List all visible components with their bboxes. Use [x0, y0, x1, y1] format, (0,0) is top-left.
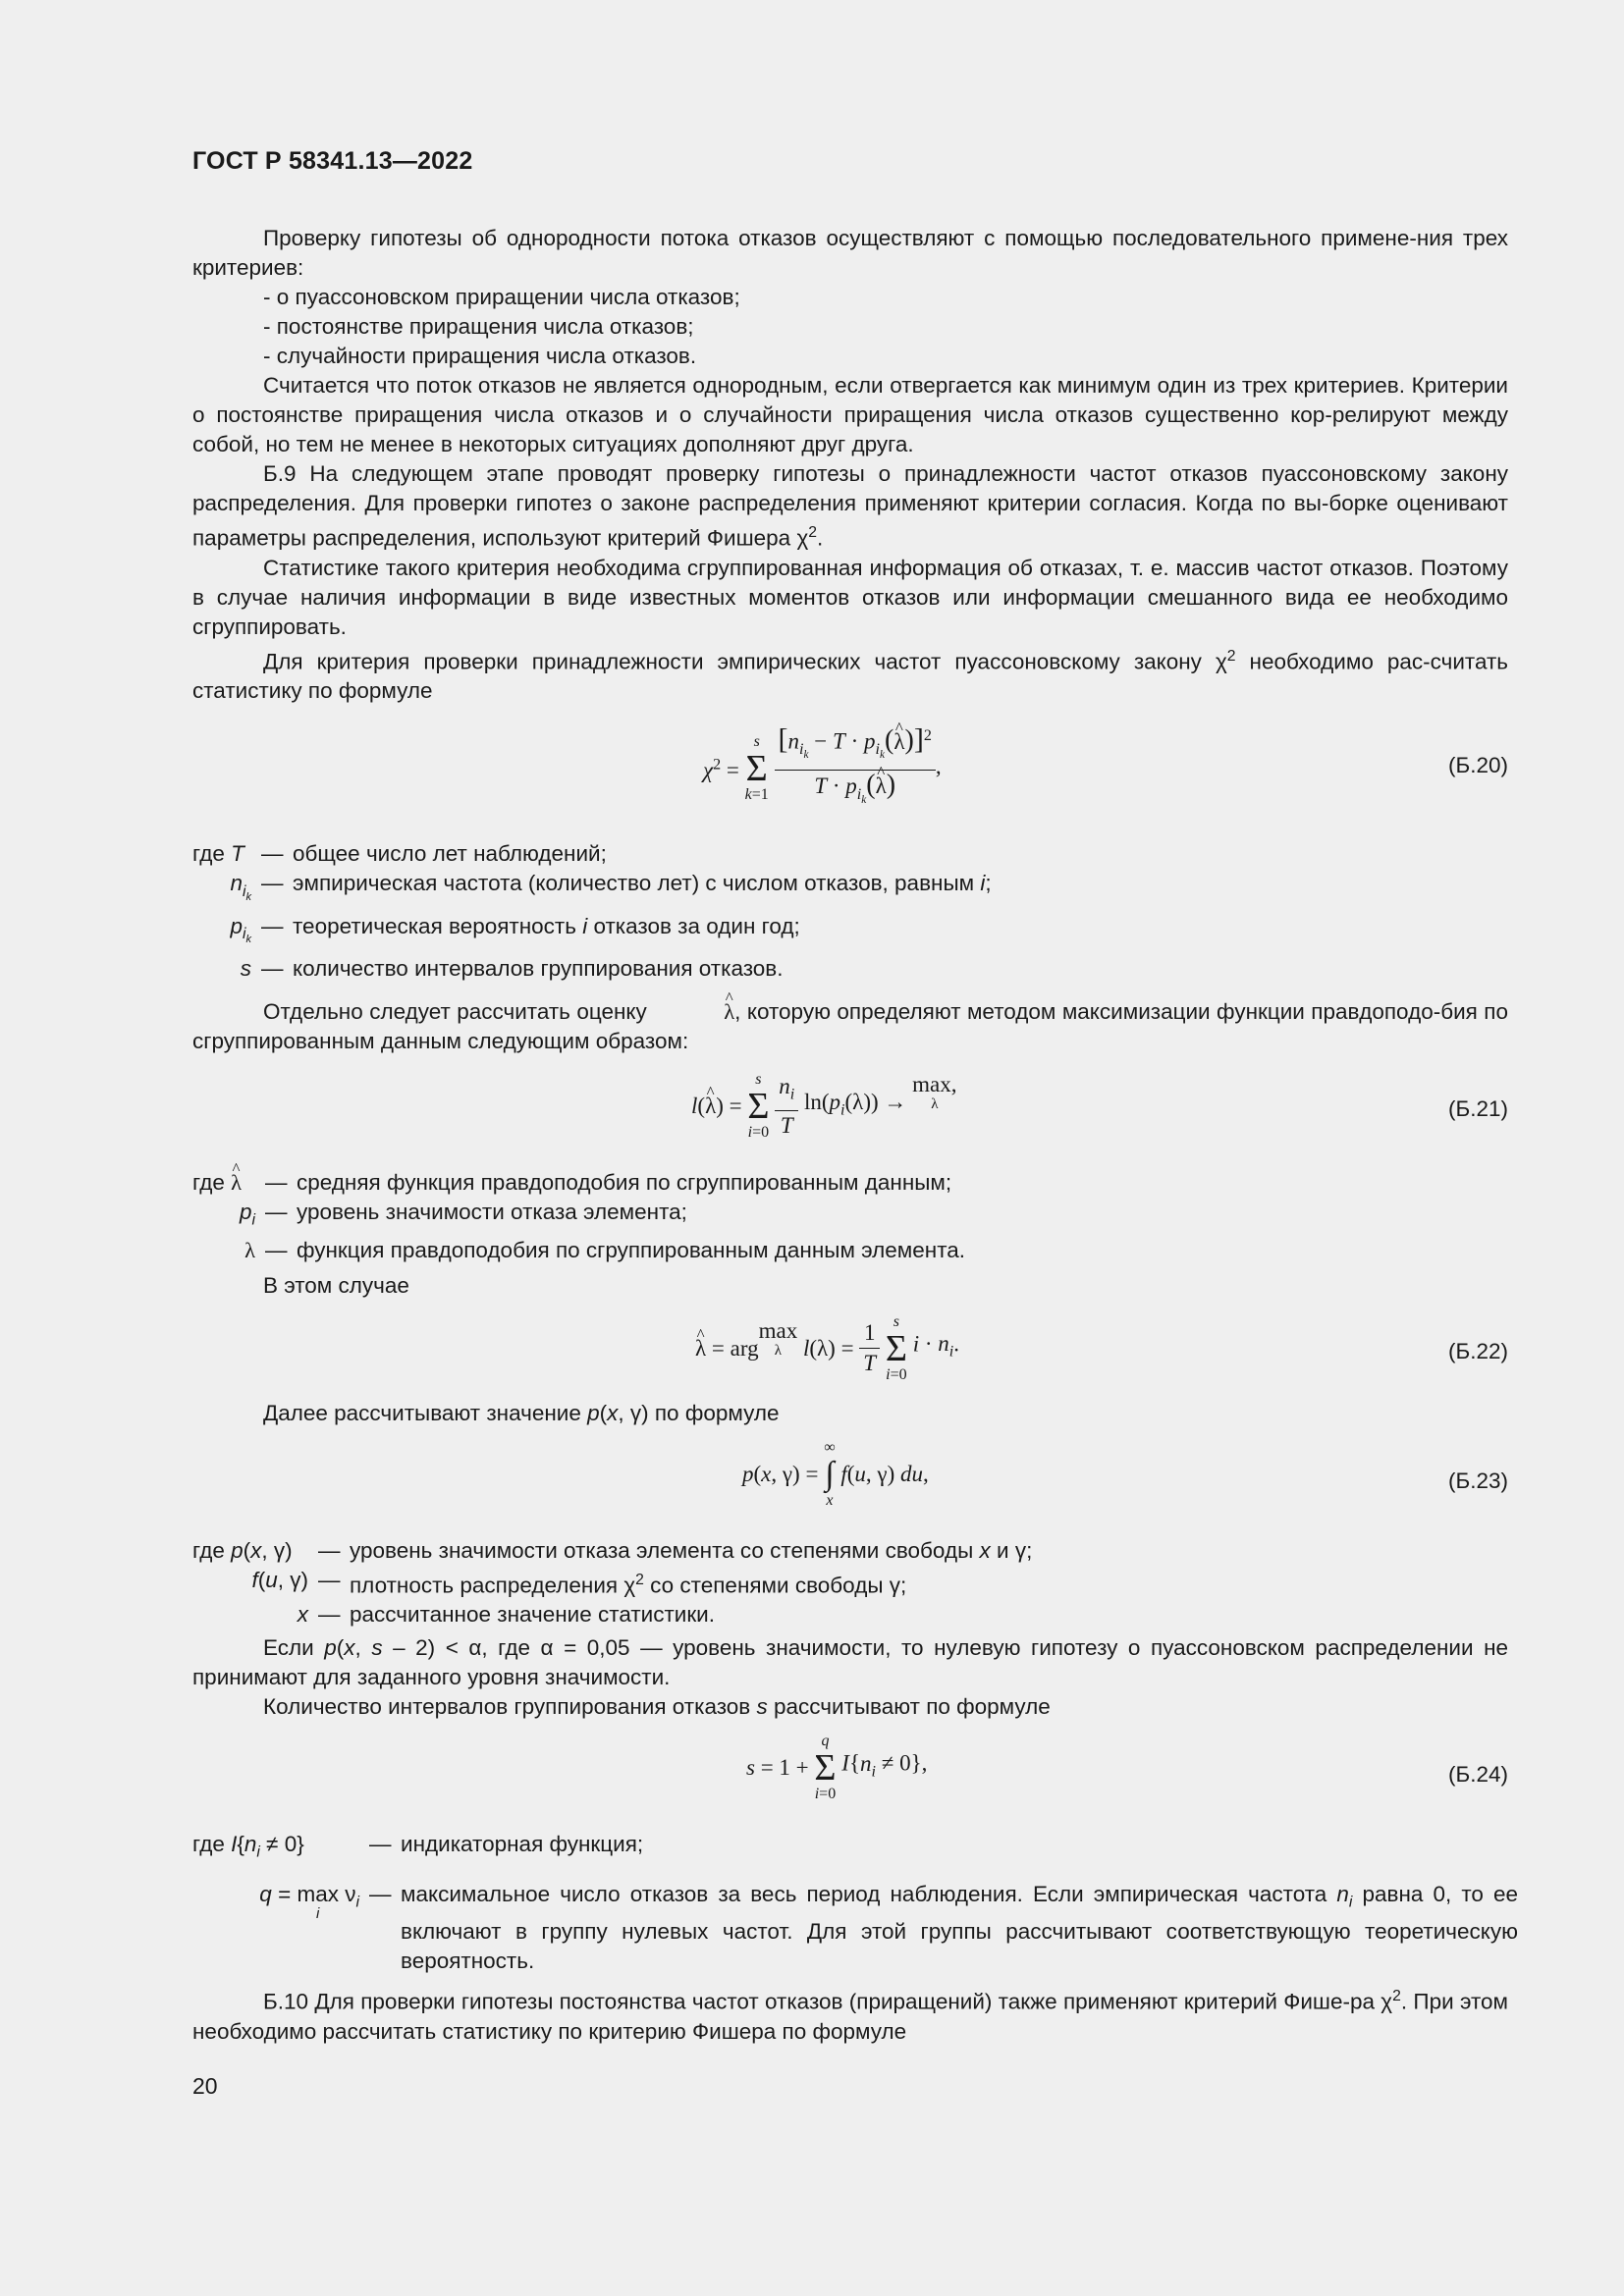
where-term: где ^ λ: [192, 1168, 255, 1198]
dash: —: [369, 1832, 392, 1857]
where-term: q = max i $\nu_i$: [259, 1881, 359, 1922]
where-list-3: [192, 1536, 1508, 1630]
dash: —: [261, 956, 284, 982]
formula-b21: l(^ λ) = s Σ i=0 $\frac{n_i}{T}$ $\ln(p_i(\lambda)) \to \max$, λ (Б.21): [192, 1060, 1508, 1158]
where-desc: функция правдоподобия по сгруппированным данным элемента.: [297, 1237, 966, 1262]
paragraph: Для критерия проверки принадлежности эмпирических частот пуассоновскому закону $\chi^2$ необходимо рас-считать статистику по формуле: [192, 647, 1509, 703]
formula-b22: ^ λ = argmax λ l(λ) = $\frac{1}{T}$ s Σ i=0 $i \cdot n_i$. (Б.22): [192, 1305, 1508, 1399]
where-list-1: [192, 839, 1508, 984]
where-desc: максимальное число отказов за весь период наблюдения. Если эмпирическая частота $n_i$ равна 0, то ее включают в группу нулевых частот. Для этой группы рассчитывают соответствующую теоретическую вероятность.: [401, 1881, 1518, 1974]
paragraph: Считается что поток отказов не является однородным, если отвергается как минимум один из трех критериев. Критерии о постоянстве приращения числа отказов и о случайности приращения числа отказов существенно кор-релируют между собой, но тем не менее в некоторых ситуациях дополняют друг друга.: [192, 373, 1508, 456]
where-desc: теоретическая вероятность i отказов за один год;: [293, 913, 800, 938]
paragraph: Количество интервалов группирования отказов s рассчитывают по формуле: [263, 1694, 1051, 1720]
where-desc: количество интервалов группирования отказов.: [293, 956, 784, 982]
paragraph: Статистике такого критерия необходима сгруппированная информация об отказах, т. е. массив частот отказов. Поэтому в случае наличия информации в виде известных моментов отказов или информации смешанного вида ее необходимо сгруппировать.: [192, 555, 1508, 639]
formula-b20: $\chi^2$ = s Σ k=1 $\frac{[n_{i_k} - T \cdot p_{i_k}(\^{} \lambda)]^2}{T \cdot p_{i_k}(\^{} \lambda)}$ , (Б.20): [192, 712, 1508, 820]
document-body: [192, 224, 1518, 2047]
where-desc: общее число лет наблюдений;: [293, 841, 607, 866]
dash: —: [261, 913, 284, 938]
document-header: ГОСТ Р 58341.13—2022: [192, 147, 473, 175]
formula-number: (Б.21): [1447, 1096, 1508, 1122]
where-term: s: [240, 956, 251, 982]
where-desc: средняя функция правдоподобия по сгруппированным данным;: [297, 1170, 952, 1196]
where-list-2: [192, 1168, 1508, 1265]
formula-b23: p(x, γ) = ∞ ∫ x f(u, γ) du, (Б.23): [742, 1438, 1508, 1509]
list-item: - случайности приращения числа отказов.: [263, 344, 697, 368]
dash: —: [261, 871, 284, 895]
where-term: где T: [192, 841, 244, 866]
paragraph: В этом случае: [263, 1272, 409, 1298]
formula-number: (Б.24): [1447, 1762, 1508, 1788]
where-desc: уровень значимости отказа элемента;: [297, 1200, 687, 1225]
where-term: где p(x, γ): [192, 1537, 293, 1563]
paragraph: Б.9 На следующем этапе проводят проверку гипотезы о принадлежности частот отказов пуассоновскому закону распределения. Для проверки гипотез о законе распределения применяют критерии согласия. Когда по вы-борке оценивают параметры распределения, используют критерий Фишера $\chi^2$.: [192, 461, 1508, 551]
paragraph: Если p(x, s – 2) < α, где α = 0,05 — уровень значимости, то нулевую гипотезу о пуассоновском распределении не принимают для заданного уровня значимости.: [192, 1635, 1509, 1690]
where-term: x: [297, 1602, 308, 1628]
dash: —: [265, 1170, 288, 1196]
where-list-4: [192, 1830, 1518, 1976]
where-term: f(u, γ): [251, 1567, 308, 1592]
where-term: где $I\{n_i \ne 0\}$: [192, 1832, 304, 1861]
dash: —: [318, 1602, 341, 1628]
paragraph: Проверку гипотезы об однородности потока отказов осуществляют с помощью последовательного примене-ния трех критериев:: [192, 226, 1508, 280]
where-term: $p_{i_k}$: [230, 913, 251, 946]
formula-number: (Б.22): [1447, 1338, 1508, 1363]
dash: —: [265, 1200, 288, 1225]
dash: —: [265, 1237, 288, 1262]
where-desc: уровень значимости отказа элемента со степенями свободы x и γ;: [350, 1537, 1033, 1563]
dash: —: [261, 841, 284, 866]
dash: —: [369, 1881, 392, 1906]
where-desc: плотность распределения $\chi^2$ со степенями свободы γ;: [350, 1571, 907, 1598]
paragraph: Б.10 Для проверки гипотезы постоянства частот отказов (приращений) также применяют критерий Фише-ра $\chi^2$. При этом необходимо рассчитать статистику по критерию Фишера по формуле: [192, 1988, 1508, 2044]
where-desc: индикаторная функция;: [401, 1832, 644, 1857]
list-item: - постоянстве приращения числа отказов;: [263, 314, 694, 339]
formula-b24: s = 1 + q Σ i=0 $I\{n_i \ne 0\}$, (Б.24): [746, 1733, 1508, 1803]
paragraph: Отдельно следует рассчитать оценку ^ λ, которую определяют методом максимизации функции правдоподо-бия по сгруппированным данным следующим образом:: [192, 997, 1508, 1056]
dash: —: [318, 1537, 341, 1563]
where-desc: рассчитанное значение статистики.: [350, 1602, 715, 1628]
paragraph: Далее рассчитывают значение p(x, γ) по формуле: [263, 1400, 780, 1425]
where-term: $p_i$: [239, 1200, 255, 1229]
dash: —: [318, 1567, 341, 1592]
where-term: λ: [244, 1237, 255, 1262]
where-term: $n_{i_k}$: [230, 871, 251, 903]
page-number: 20: [192, 2073, 218, 2099]
formula-number: (Б.20): [1447, 753, 1508, 777]
list-item: - о пуассоновском приращении числа отказов;: [263, 285, 740, 309]
where-desc: эмпирическая частота (количество лет) с числом отказов, равным i;: [293, 871, 992, 895]
formula-number: (Б.23): [1447, 1468, 1508, 1493]
